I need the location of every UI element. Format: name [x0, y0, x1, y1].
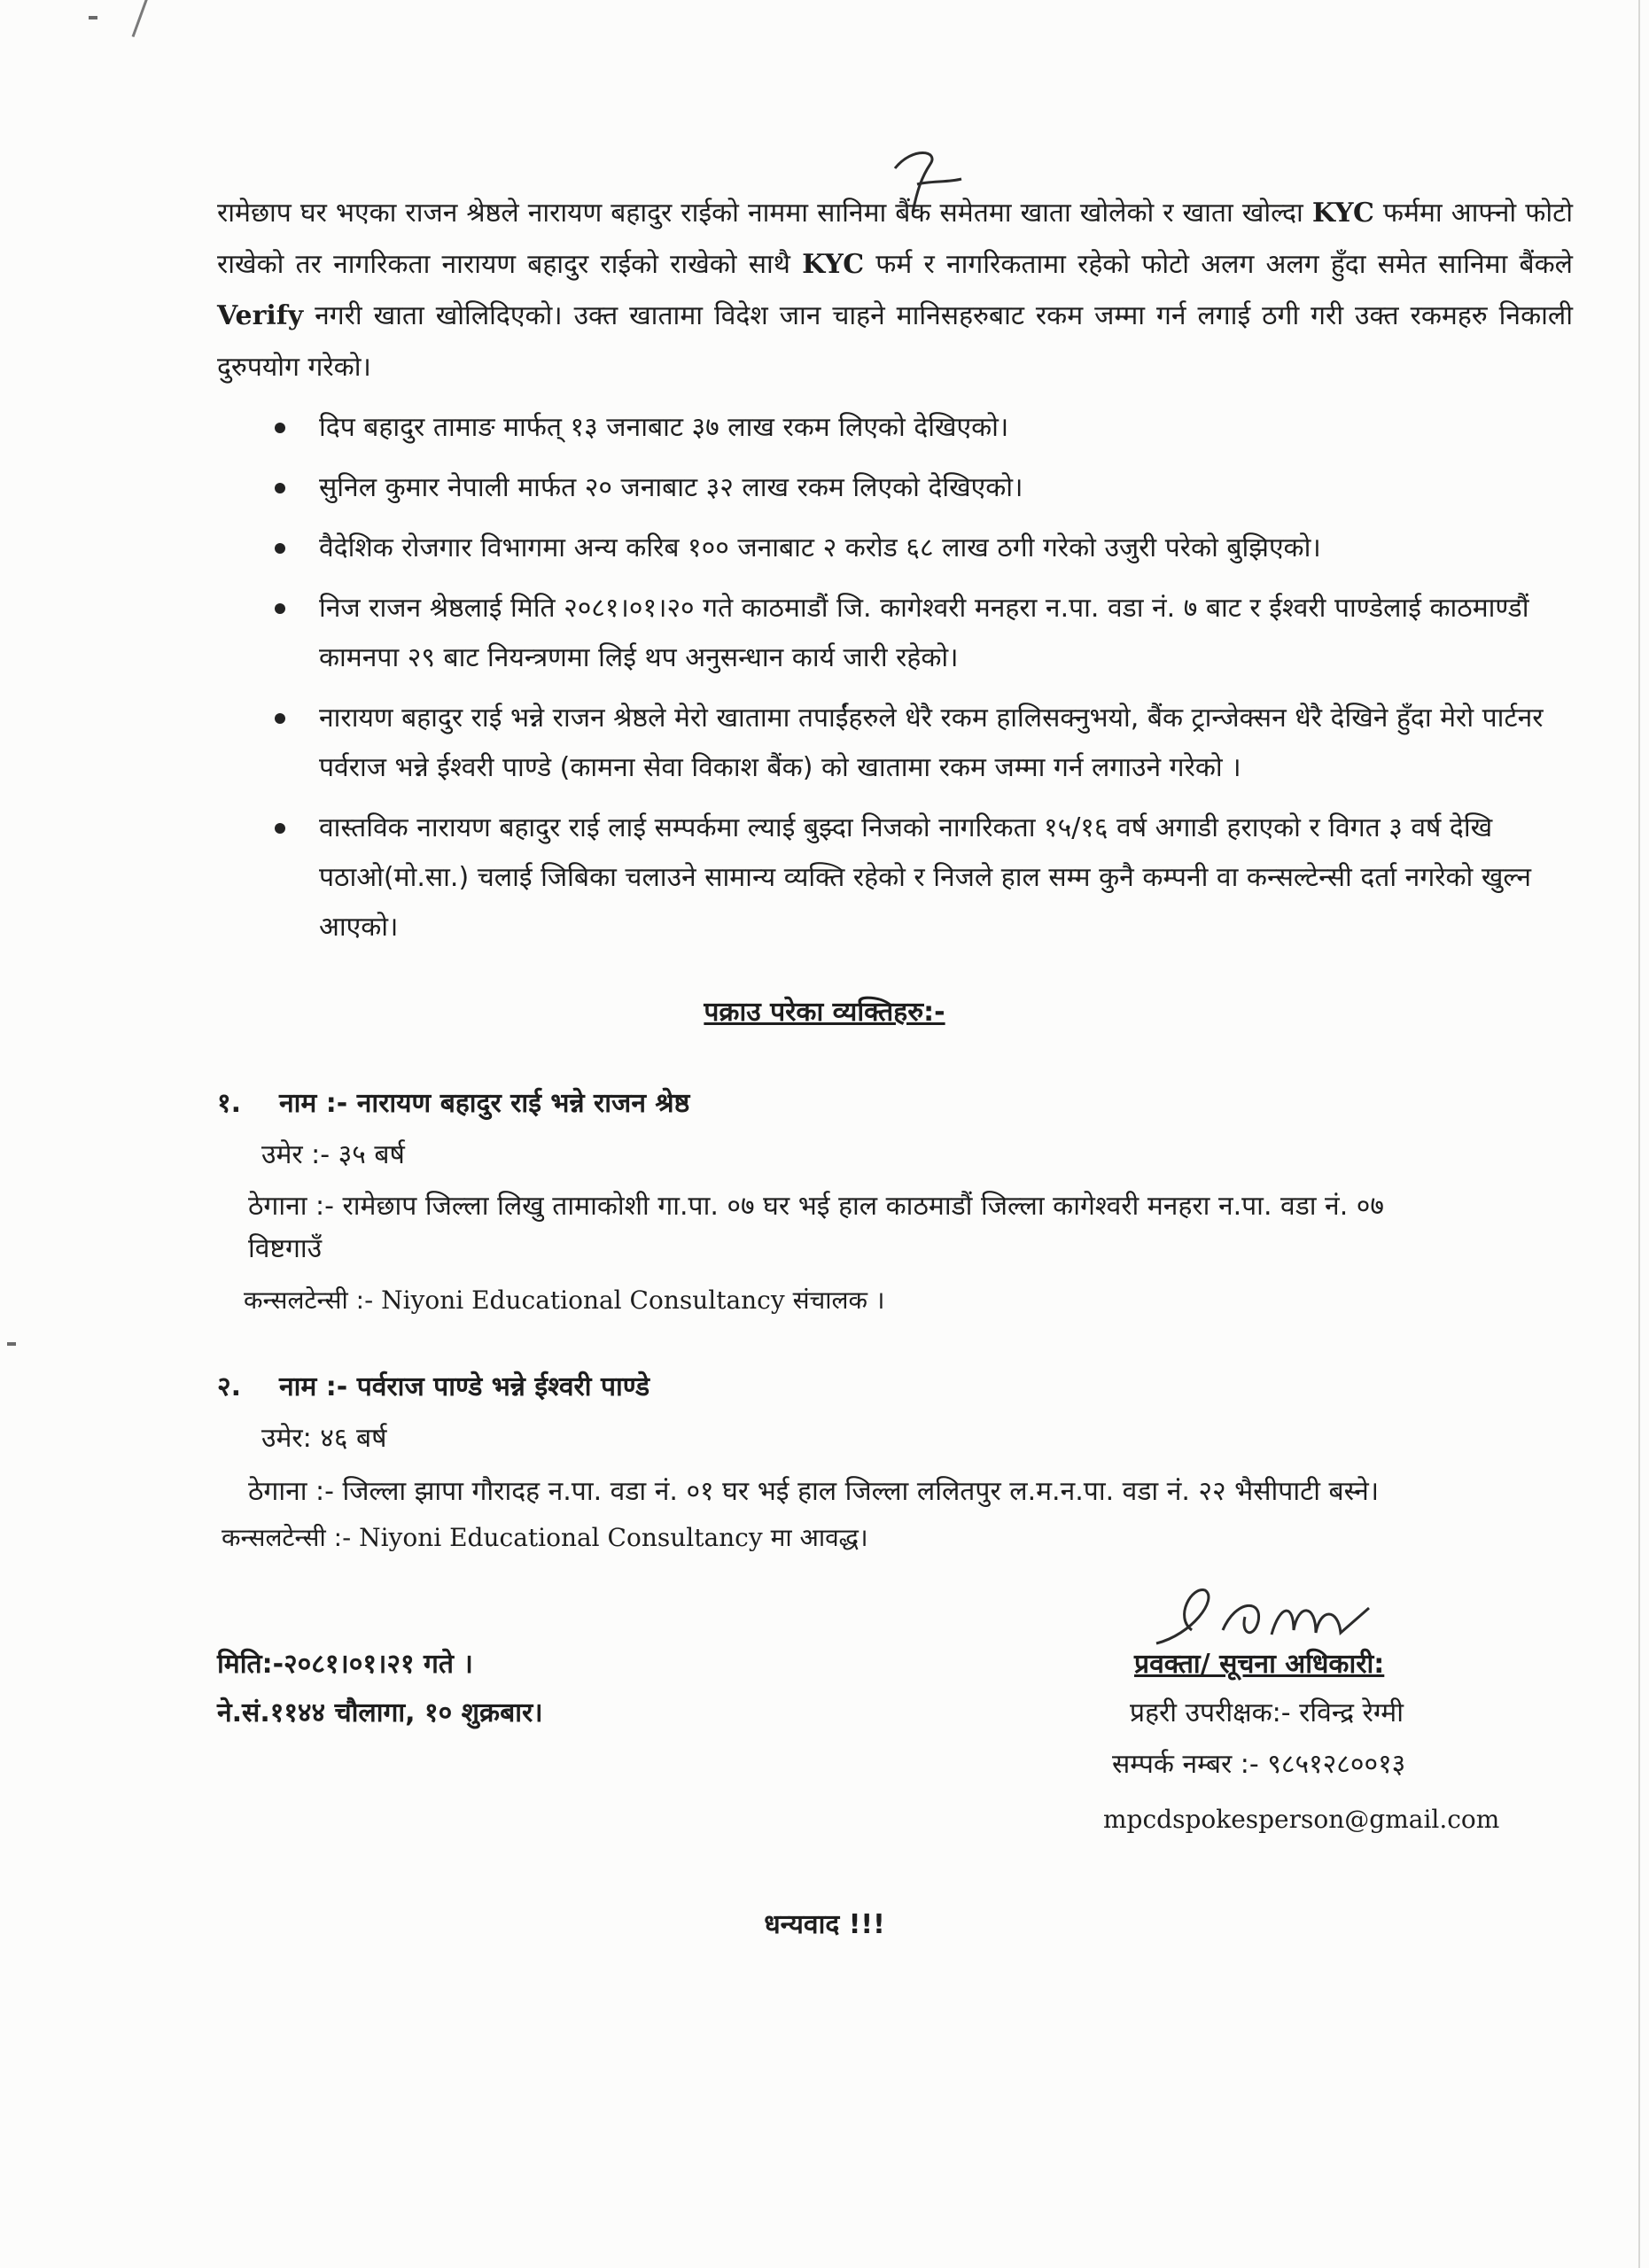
list-item: वैदेशिक रोजगार विभागमा अन्य करिब १०० जनाबाट २ करोड ६८ लाख ठगी गरेको उजुरी परेको बुझिएको। — [257, 524, 1568, 573]
intro-text: रामेछाप घर भएका राजन श्रेष्ठले नारायण बहादुर राईको नाममा सानिमा बैंक समेतमा खाता खोलेको र खाता खोल्दा — [217, 198, 1312, 229]
person-1-address-cont: विष्टगाउँ — [248, 1233, 323, 1264]
scan-dot — [7, 1342, 16, 1346]
intro-paragraph — [217, 188, 1573, 393]
kyc-term: KYC — [1311, 198, 1374, 229]
person-2-name: नाम :- पर्वराज पाण्डे भन्ने ईश्वरी पाण्डे — [279, 1371, 650, 1402]
person-1-number: १. — [217, 1088, 241, 1119]
arrested-heading: पक्राउ परेका व्यक्तिहरु:- — [704, 997, 945, 1028]
person-2-age: उमेर: ४६ बर्ष — [261, 1423, 387, 1454]
list-item: नारायण बहादुर राई भन्ने राजन श्रेष्ठले मेरो खातामा तपाईंहरुले धेरै रकम हालिसक्नुभयो, बैंक ट्रान्जेक्सन धेरै देखिने हुँदा मेरो पार्टनर पर्वराज भन्ने ईश्वरी पाण्डे (कामना सेवा विकाश बैंक) को खातामा रकम जम्मा गर्न लगाउने गरेको । — [257, 694, 1568, 793]
consultancy-role: संचालक । — [784, 1285, 885, 1315]
list-item: वास्तविक नारायण बहादुर राई लाई सम्पर्कमा ल्याई बुझ्दा निजको नागरिकता १५/१६ वर्ष अगाडी हराएको र विगत ३ वर्ष देखि पठाओ(मो.सा.) चलाई जिबिका चलाउने सामान्य व्यक्ति रहेको र निजले हाल सम्म कुनै कम्पनी वा कन्सल्टेन्सी दर्ता नगरेको खुल्न आएको। — [257, 804, 1568, 952]
list-item: निज राजन श्रेष्ठलाई मिति २०८१।०१।२० गते काठमाडौं जि. कागेश्वरी मनहरा न.पा. वडा नं. ७ बाट र ईश्वरी पाण्डेलाई काठमाण्डौं कामनपा २९ बाट नियन्त्रणमा लिई थप अनुसन्धान कार्य जारी रहेको। — [257, 584, 1568, 683]
person-2-consultancy — [222, 1517, 868, 1559]
intro-text: फर्म र नागरिकतामा रहेको फोटो अलग अलग हुँदा समेत सानिमा बैंकले — [864, 249, 1573, 280]
spokesperson-email: mpcdspokesperson@gmail.com — [1103, 1805, 1500, 1834]
person-1-consultancy — [244, 1279, 885, 1322]
consultancy-label: कन्सलटेन्सी :- — [244, 1285, 382, 1315]
list-item: सुनिल कुमार नेपाली मार्फत २० जनाबाट ३२ लाख रकम लिएको देखिएको। — [257, 463, 1568, 513]
spokesperson-rank-name: प्रहरी उपरीक्षक:- रविन्द्र रेग्मी — [1130, 1697, 1404, 1728]
consultancy-name: Niyoni Educational Consultancy — [359, 1523, 763, 1552]
verify-term: Verify — [217, 300, 304, 331]
person-2-number: २. — [217, 1371, 241, 1402]
scan-dot — [89, 16, 97, 19]
consultancy-name: Niyoni Educational Consultancy — [381, 1285, 785, 1315]
kyc-term: KYC — [802, 249, 865, 280]
date-line: मिति:-२०८१।०१।२१ गते । — [217, 1649, 473, 1680]
intro-text: नगरी खाता खोलिदिएको। उक्त खातामा विदेश जान चाहने मानिसहरुबाट रकम जम्मा गर्न लगाई ठगी गरी उक्त रकमहरु निकाली दुरुपयोग गरेको। — [217, 300, 1573, 383]
consultancy-label: कन्सलटेन्सी :- — [222, 1523, 360, 1552]
closing-thanks: धन्यवाद !!! — [764, 1909, 885, 1940]
person-1-address: ठेगाना :- रामेछाप जिल्ला लिखु तामाकोशी गा.पा. ०७ घर भई हाल काठमाडौं जिल्ला कागेश्वरी मनहरा न.पा. वडा नं. ०७ — [248, 1191, 1384, 1222]
person-2-address: ठेगाना :- जिल्ला झापा गौरादह न.पा. वडा नं. ०१ घर भई हाल जिल्ला ललितपुर ल.म.न.पा. वडा नं. २२ भैसीपाटी बस्ने। — [248, 1476, 1380, 1507]
person-1-age: उमेर :- ३५ बर्ष — [261, 1139, 405, 1170]
consultancy-role: मा आवद्ध। — [762, 1523, 868, 1552]
spokesperson-contact: सम्पर्क नम्बर :- ९८५१२८००१३ — [1112, 1749, 1406, 1780]
list-item: दिप बहादुर तामाङ मार्फत् १३ जनाबाट ३७ लाख रकम लिएको देखिएको। — [257, 403, 1568, 453]
nepal-sambat-line: ने.सं.११४४ चौलागा, १० शुक्रबार। — [217, 1697, 543, 1728]
person-1-name: नाम :- नारायण बहादुर राई भन्ने राजन श्रेष्ठ — [279, 1088, 690, 1119]
findings-list — [257, 403, 1568, 963]
intro-text: फर्ममा आफ्नो फोटो राखेको तर नागरिकता नारायण बहादुर राईको राखेको साथै — [217, 198, 1574, 280]
spokesperson-title: प्रवक्ता/ सूचना अधिकारी: — [1134, 1649, 1385, 1680]
scan-mark — [132, 0, 162, 37]
